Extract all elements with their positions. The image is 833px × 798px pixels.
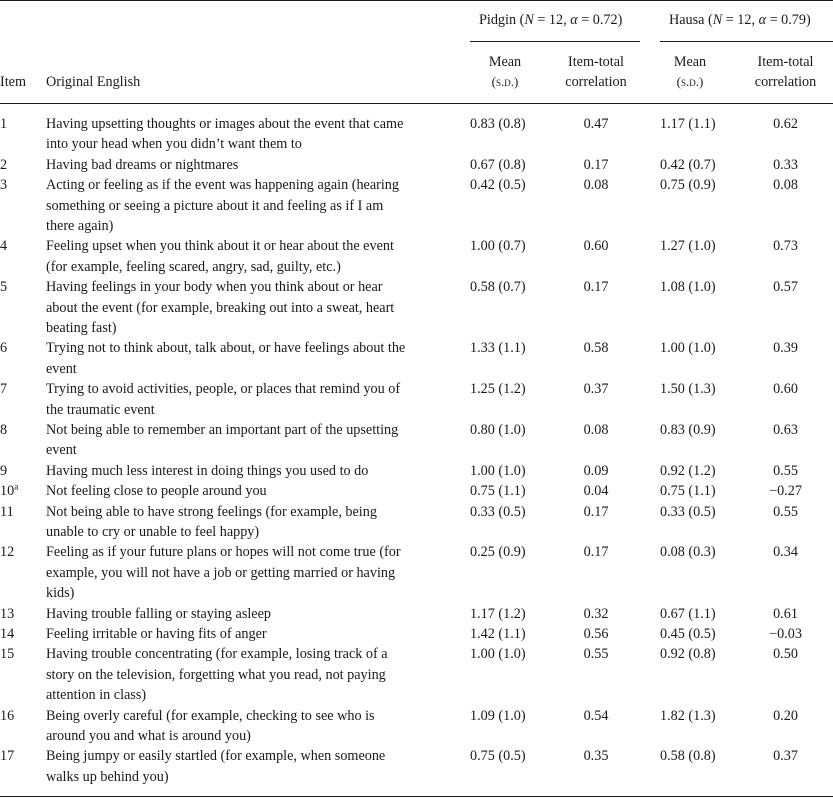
item-text-line: Having trouble falling or staying asleep [46, 605, 271, 622]
group-header-pidgin-n-symbol: N [524, 12, 534, 28]
column-header-item-total-label: Item-total [568, 54, 624, 70]
column-header-sd-label: (s.d.) [676, 74, 704, 89]
item-text-line: attention in class) [46, 687, 147, 704]
pidgin-mean-sd: 1.42 (1.1) [470, 626, 526, 642]
hausa-mean-sd: 1.27 (1.0) [660, 238, 716, 255]
hausa-item-total-correlation: 0.08 [773, 177, 798, 194]
hausa-mean-sd: 0.58 (0.8) [660, 748, 716, 765]
pidgin-mean-sd: 0.75 (0.5) [470, 748, 526, 765]
item-original-english [46, 461, 466, 481]
item-number-value: 4 [0, 238, 8, 255]
hausa-mean-sd: 0.45 (0.5) [660, 626, 716, 642]
item-text-line: event [46, 442, 77, 459]
item-text-line: Feeling upset when you think about it or hear about the event [46, 238, 394, 255]
pidgin-mean-sd: 1.00 (1.0) [470, 646, 526, 663]
item-number-value: 6 [0, 340, 8, 357]
hausa-item-total-correlation: 0.20 [773, 707, 798, 724]
item-number [0, 746, 14, 766]
group-header-hausa-prefix: Hausa ( [669, 12, 713, 28]
hausa-item-total-correlation: 0.60 [773, 381, 798, 398]
column-header-hausa-mean [660, 52, 720, 92]
item-original-english [46, 175, 466, 236]
item-text-line: Not feeling close to people around you [46, 483, 267, 500]
pidgin-mean-sd: 0.58 (0.7) [470, 279, 526, 296]
item-original-english [46, 706, 466, 747]
pidgin-item-total-correlation: 0.08 [583, 177, 609, 194]
item-original-english [46, 379, 466, 420]
column-header-correlation-label: correlation [754, 74, 817, 90]
pidgin-item-total-correlation: 0.55 [583, 646, 609, 663]
hausa-item-total-correlation: 0.55 [773, 503, 798, 520]
pidgin-mean-sd: 1.00 (0.7) [470, 238, 526, 255]
item-original-english [46, 155, 466, 175]
item-text-line: (for example, feeling scared, angry, sad, guilty, etc.) [46, 258, 341, 275]
hausa-item-total-correlation: 0.33 [773, 156, 798, 173]
table-top-rule [0, 0, 833, 1]
item-original-english [46, 481, 466, 501]
item-number-value: 12 [0, 544, 15, 561]
item-number-value: 3 [0, 177, 8, 194]
pidgin-mean-sd: 0.80 (1.0) [470, 422, 526, 438]
column-header-sd-label: (s.d.) [491, 74, 519, 89]
pidgin-mean-sd: 1.17 (1.2) [470, 605, 526, 622]
pidgin-item-total-correlation: 0.35 [583, 748, 609, 765]
item-text-line: Having feelings in your body when you think about or hear [46, 279, 383, 296]
hausa-mean-sd: 0.08 (0.3) [660, 544, 716, 561]
hausa-item-total-correlation: 0.61 [773, 605, 798, 622]
pidgin-item-total-correlation: 0.37 [583, 381, 609, 398]
item-original-english [46, 420, 466, 461]
item-text-line: Feeling irritable or having fits of anger [46, 626, 267, 642]
group-header-pidgin-alpha: = 0.72) [577, 12, 623, 28]
hausa-item-total-correlation: 0.34 [773, 544, 798, 561]
item-text-line: kids) [46, 585, 75, 602]
item-number [0, 542, 14, 562]
pidgin-mean-sd: 1.09 (1.0) [470, 707, 526, 724]
item-number-value: 5 [0, 279, 8, 296]
item-text-line: around you and what is around you) [46, 728, 251, 744]
pidgin-item-total-correlation: 0.32 [583, 605, 609, 622]
group-header-hausa-n: = 12, [722, 12, 759, 28]
item-original-english [46, 604, 466, 624]
group-rule-hausa [660, 41, 833, 42]
group-header-pidgin-n: = 12, [533, 12, 571, 28]
item-text-line: Feeling as if your future plans or hopes will not come true (for [46, 544, 401, 561]
item-text-line: about the event (for example, breaking out into a sweat, heart [46, 299, 395, 316]
item-text-line: there again) [46, 218, 114, 234]
pidgin-item-total-correlation: 0.04 [583, 483, 609, 500]
hausa-item-total-correlation: 0.50 [773, 646, 798, 663]
item-text-line: the traumatic event [46, 401, 155, 418]
column-header-pidgin-item-total [548, 52, 644, 92]
pidgin-item-total-correlation: 0.17 [583, 544, 609, 561]
item-text-line: Not being able to have strong feelings (for example, being [46, 503, 377, 520]
column-header-hausa-item-total [738, 52, 833, 92]
hausa-mean-sd: 1.00 (1.0) [660, 340, 716, 357]
column-header-item: Item [0, 74, 26, 90]
item-number [0, 379, 7, 399]
pidgin-mean-sd: 1.25 (1.2) [470, 381, 526, 398]
pidgin-item-total-correlation: 0.60 [583, 238, 609, 255]
pidgin-mean-sd: 0.67 (0.8) [470, 156, 526, 173]
item-text-line: Acting or feeling as if the event was happening again (hearing [46, 177, 399, 194]
hausa-item-total-correlation: 0.55 [773, 462, 798, 479]
item-text-line: Being jumpy or easily startled (for example, when someone [46, 748, 386, 765]
group-rule-pidgin [470, 41, 640, 42]
item-number [0, 277, 7, 297]
item-text-line: Trying to avoid activities, people, or places that remind you of [46, 381, 401, 398]
item-number [0, 604, 14, 624]
item-text-line: Having much less interest in doing things you used to do [46, 462, 369, 479]
item-number [0, 155, 7, 175]
item-number-value: 10 [0, 483, 15, 500]
pidgin-mean-sd: 0.33 (0.5) [470, 503, 526, 520]
hausa-mean-sd: 1.08 (1.0) [660, 279, 716, 296]
group-header-pidgin-alpha-symbol: α [570, 12, 578, 28]
hausa-mean-sd: 0.75 (0.9) [660, 177, 716, 194]
item-original-english [46, 644, 466, 705]
item-footnote-marker: a [14, 481, 19, 492]
item-number [0, 644, 14, 664]
header-bottom-rule [0, 103, 833, 104]
item-original-english [46, 542, 466, 603]
column-header-mean-label: Mean [673, 54, 707, 70]
pidgin-mean-sd: 1.00 (1.0) [470, 462, 526, 479]
group-header-hausa [669, 10, 811, 30]
item-number-value: 16 [0, 707, 15, 724]
pidgin-item-total-correlation: 0.47 [583, 116, 609, 132]
item-original-english [46, 277, 466, 338]
item-text-line: walks up behind you) [46, 768, 169, 785]
hausa-item-total-correlation: 0.39 [773, 340, 798, 357]
column-header-mean-label: Mean [488, 54, 522, 70]
pidgin-item-total-correlation: 0.09 [583, 462, 609, 479]
item-number-value: 17 [0, 748, 15, 765]
item-original-english [46, 236, 466, 277]
item-number-value: 8 [0, 422, 8, 438]
item-text-line: beating fast) [46, 320, 117, 336]
item-original-english [46, 338, 466, 379]
item-number-value: 2 [0, 156, 8, 173]
item-text-line: into your head when you didn’t want them to [46, 136, 302, 153]
item-text-line: Having trouble concentrating (for example, losing track of a [46, 646, 388, 663]
item-number [0, 461, 7, 481]
item-number-value: 14 [0, 626, 15, 642]
hausa-item-total-correlation: −0.27 [769, 483, 802, 500]
item-number [0, 236, 7, 256]
item-number [0, 338, 7, 358]
pidgin-item-total-correlation: 0.17 [583, 503, 609, 520]
hausa-mean-sd: 0.67 (1.1) [660, 605, 716, 622]
item-number [0, 114, 7, 134]
hausa-mean-sd: 1.50 (1.3) [660, 381, 716, 398]
pidgin-mean-sd: 1.33 (1.1) [470, 340, 526, 357]
group-header-pidgin [479, 10, 622, 30]
hausa-mean-sd: 0.33 (0.5) [660, 503, 716, 520]
item-text-line: example, you will not have a job or getting married or having [46, 564, 396, 581]
item-text-line: unable to cry or unable to feel happy) [46, 524, 260, 540]
item-original-english [46, 502, 466, 543]
pidgin-item-total-correlation: 0.17 [583, 279, 609, 296]
pidgin-item-total-correlation: 0.54 [583, 707, 609, 724]
pidgin-item-total-correlation: 0.58 [583, 340, 609, 357]
item-text-line: something or seeing a picture about it and feeling as if I am [46, 197, 384, 214]
hausa-mean-sd: 1.17 (1.1) [660, 116, 716, 132]
item-number-value: 1 [0, 116, 8, 132]
group-header-hausa-alpha: = 0.79) [766, 12, 811, 28]
item-number [0, 420, 7, 440]
item-text-line: Having upsetting thoughts or images about the event that came [46, 116, 404, 132]
item-text-line: Trying not to think about, talk about, or have feelings about the [46, 340, 406, 357]
pidgin-item-total-correlation: 0.17 [583, 156, 609, 173]
pidgin-mean-sd: 0.83 (0.8) [470, 116, 526, 132]
group-header-pidgin-prefix: Pidgin ( [479, 12, 525, 28]
column-header-item-total-label: Item-total [757, 54, 814, 70]
item-number [0, 502, 14, 522]
item-text-line: story on the television, forgetting what you read, not paying [46, 666, 386, 683]
item-text-line: Being overly careful (for example, checking to see who is [46, 707, 375, 724]
item-number-value: 15 [0, 646, 15, 663]
pidgin-mean-sd: 0.42 (0.5) [470, 177, 526, 194]
item-number-value: 13 [0, 605, 15, 622]
item-number-value: 9 [0, 462, 8, 479]
item-original-english [46, 746, 466, 787]
hausa-mean-sd: 0.42 (0.7) [660, 156, 716, 173]
item-number-value: 11 [0, 503, 14, 520]
hausa-item-total-correlation: 0.37 [773, 748, 798, 765]
column-header-correlation-label: correlation [565, 74, 627, 90]
hausa-item-total-correlation: 0.73 [773, 238, 798, 255]
item-number [0, 624, 14, 644]
hausa-mean-sd: 0.92 (1.2) [660, 462, 716, 479]
hausa-item-total-correlation: 0.63 [773, 422, 798, 438]
hausa-mean-sd: 0.83 (0.9) [660, 422, 716, 438]
column-header-original-english: Original English [46, 74, 141, 90]
hausa-item-total-correlation: 0.57 [773, 279, 798, 296]
hausa-mean-sd: 0.92 (0.8) [660, 646, 716, 663]
item-text-line: Not being able to remember an important part of the upsetting [46, 422, 399, 438]
group-header-hausa-n-symbol: N [712, 12, 723, 28]
pidgin-item-total-correlation: 0.56 [583, 626, 609, 642]
hausa-mean-sd: 0.75 (1.1) [660, 483, 716, 500]
table-bottom-rule [0, 796, 833, 797]
pidgin-mean-sd: 0.25 (0.9) [470, 544, 526, 561]
hausa-item-total-correlation: −0.03 [769, 626, 802, 642]
item-number [0, 175, 7, 195]
item-original-english [46, 624, 466, 644]
column-header-pidgin-mean [470, 52, 540, 92]
group-header-hausa-alpha-symbol: α [758, 12, 767, 28]
hausa-item-total-correlation: 0.62 [773, 116, 798, 132]
item-number-value: 7 [0, 381, 8, 398]
item-number [0, 706, 14, 726]
item-original-english [46, 114, 466, 155]
item-number [0, 481, 18, 501]
item-text-line: event [46, 360, 77, 377]
pidgin-mean-sd: 0.75 (1.1) [470, 483, 526, 500]
item-text-line: Having bad dreams or nightmares [46, 156, 239, 173]
hausa-mean-sd: 1.82 (1.3) [660, 707, 716, 724]
pidgin-item-total-correlation: 0.08 [583, 422, 609, 438]
